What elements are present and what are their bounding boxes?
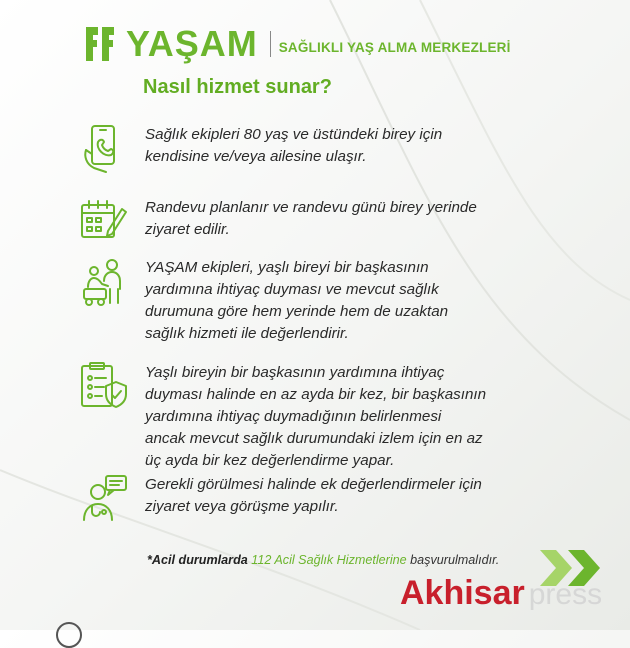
calendar-pen-icon [78, 197, 132, 247]
brand-subtitle: SAĞLIKLI YAŞ ALMA MERKEZLERİ [278, 39, 511, 55]
item-text: Yaşlı bireyin bir başkasının yardımına ihtiyaç duyması halinde en az ayda bir kez, bir başkasının yardımına ihtiyaç duymadığının belirlenmesi ancak mevcut sağlık durumundaki izlem için en az üç ayda bir kez değerlendirme yapar. [145, 364, 487, 469]
brand-name: YAŞAM [126, 23, 258, 64]
list-item [78, 197, 477, 247]
header-divider [270, 31, 271, 57]
item-text: YAŞAM ekipleri, yaşlı bireyi bir başkasının yardımına ihtiyaç duyması ve mevcut sağlık durumuna göre hem yerinde hem de uzaktan sağlık hizmeti ile değerlendirir. [145, 259, 449, 342]
item-text: Gerekli görülmesi halinde ek değerlendirmeler için ziyaret veya görüşme yapılır. [145, 476, 482, 515]
emergency-note: *Acil durumlarda 112 Acil Sağlık Hizmetlerine başvurulmalıdır. [147, 553, 500, 567]
page-title: Nasıl hizmet sunar? [143, 76, 332, 98]
list-item [78, 362, 487, 469]
item-text: Sağlık ekipleri 80 yaş ve üstündeki birey için kendisine ve/veya ailesine ulaşır. [145, 126, 443, 165]
yasam-logo-icon [86, 27, 116, 61]
clipboard-shield-icon [78, 362, 132, 412]
list-item [78, 474, 482, 524]
corner-decoration [56, 622, 82, 648]
caregiver-icon [78, 257, 132, 307]
item-text: Randevu planlanır ve randevu günü birey yerinde ziyaret edilir. [145, 199, 477, 238]
header [86, 22, 511, 66]
list-item [78, 257, 449, 342]
list-item [78, 124, 443, 174]
doctor-chat-icon [78, 474, 132, 524]
phone-hand-icon [78, 124, 132, 174]
watermark: Akhisar press [400, 574, 603, 612]
